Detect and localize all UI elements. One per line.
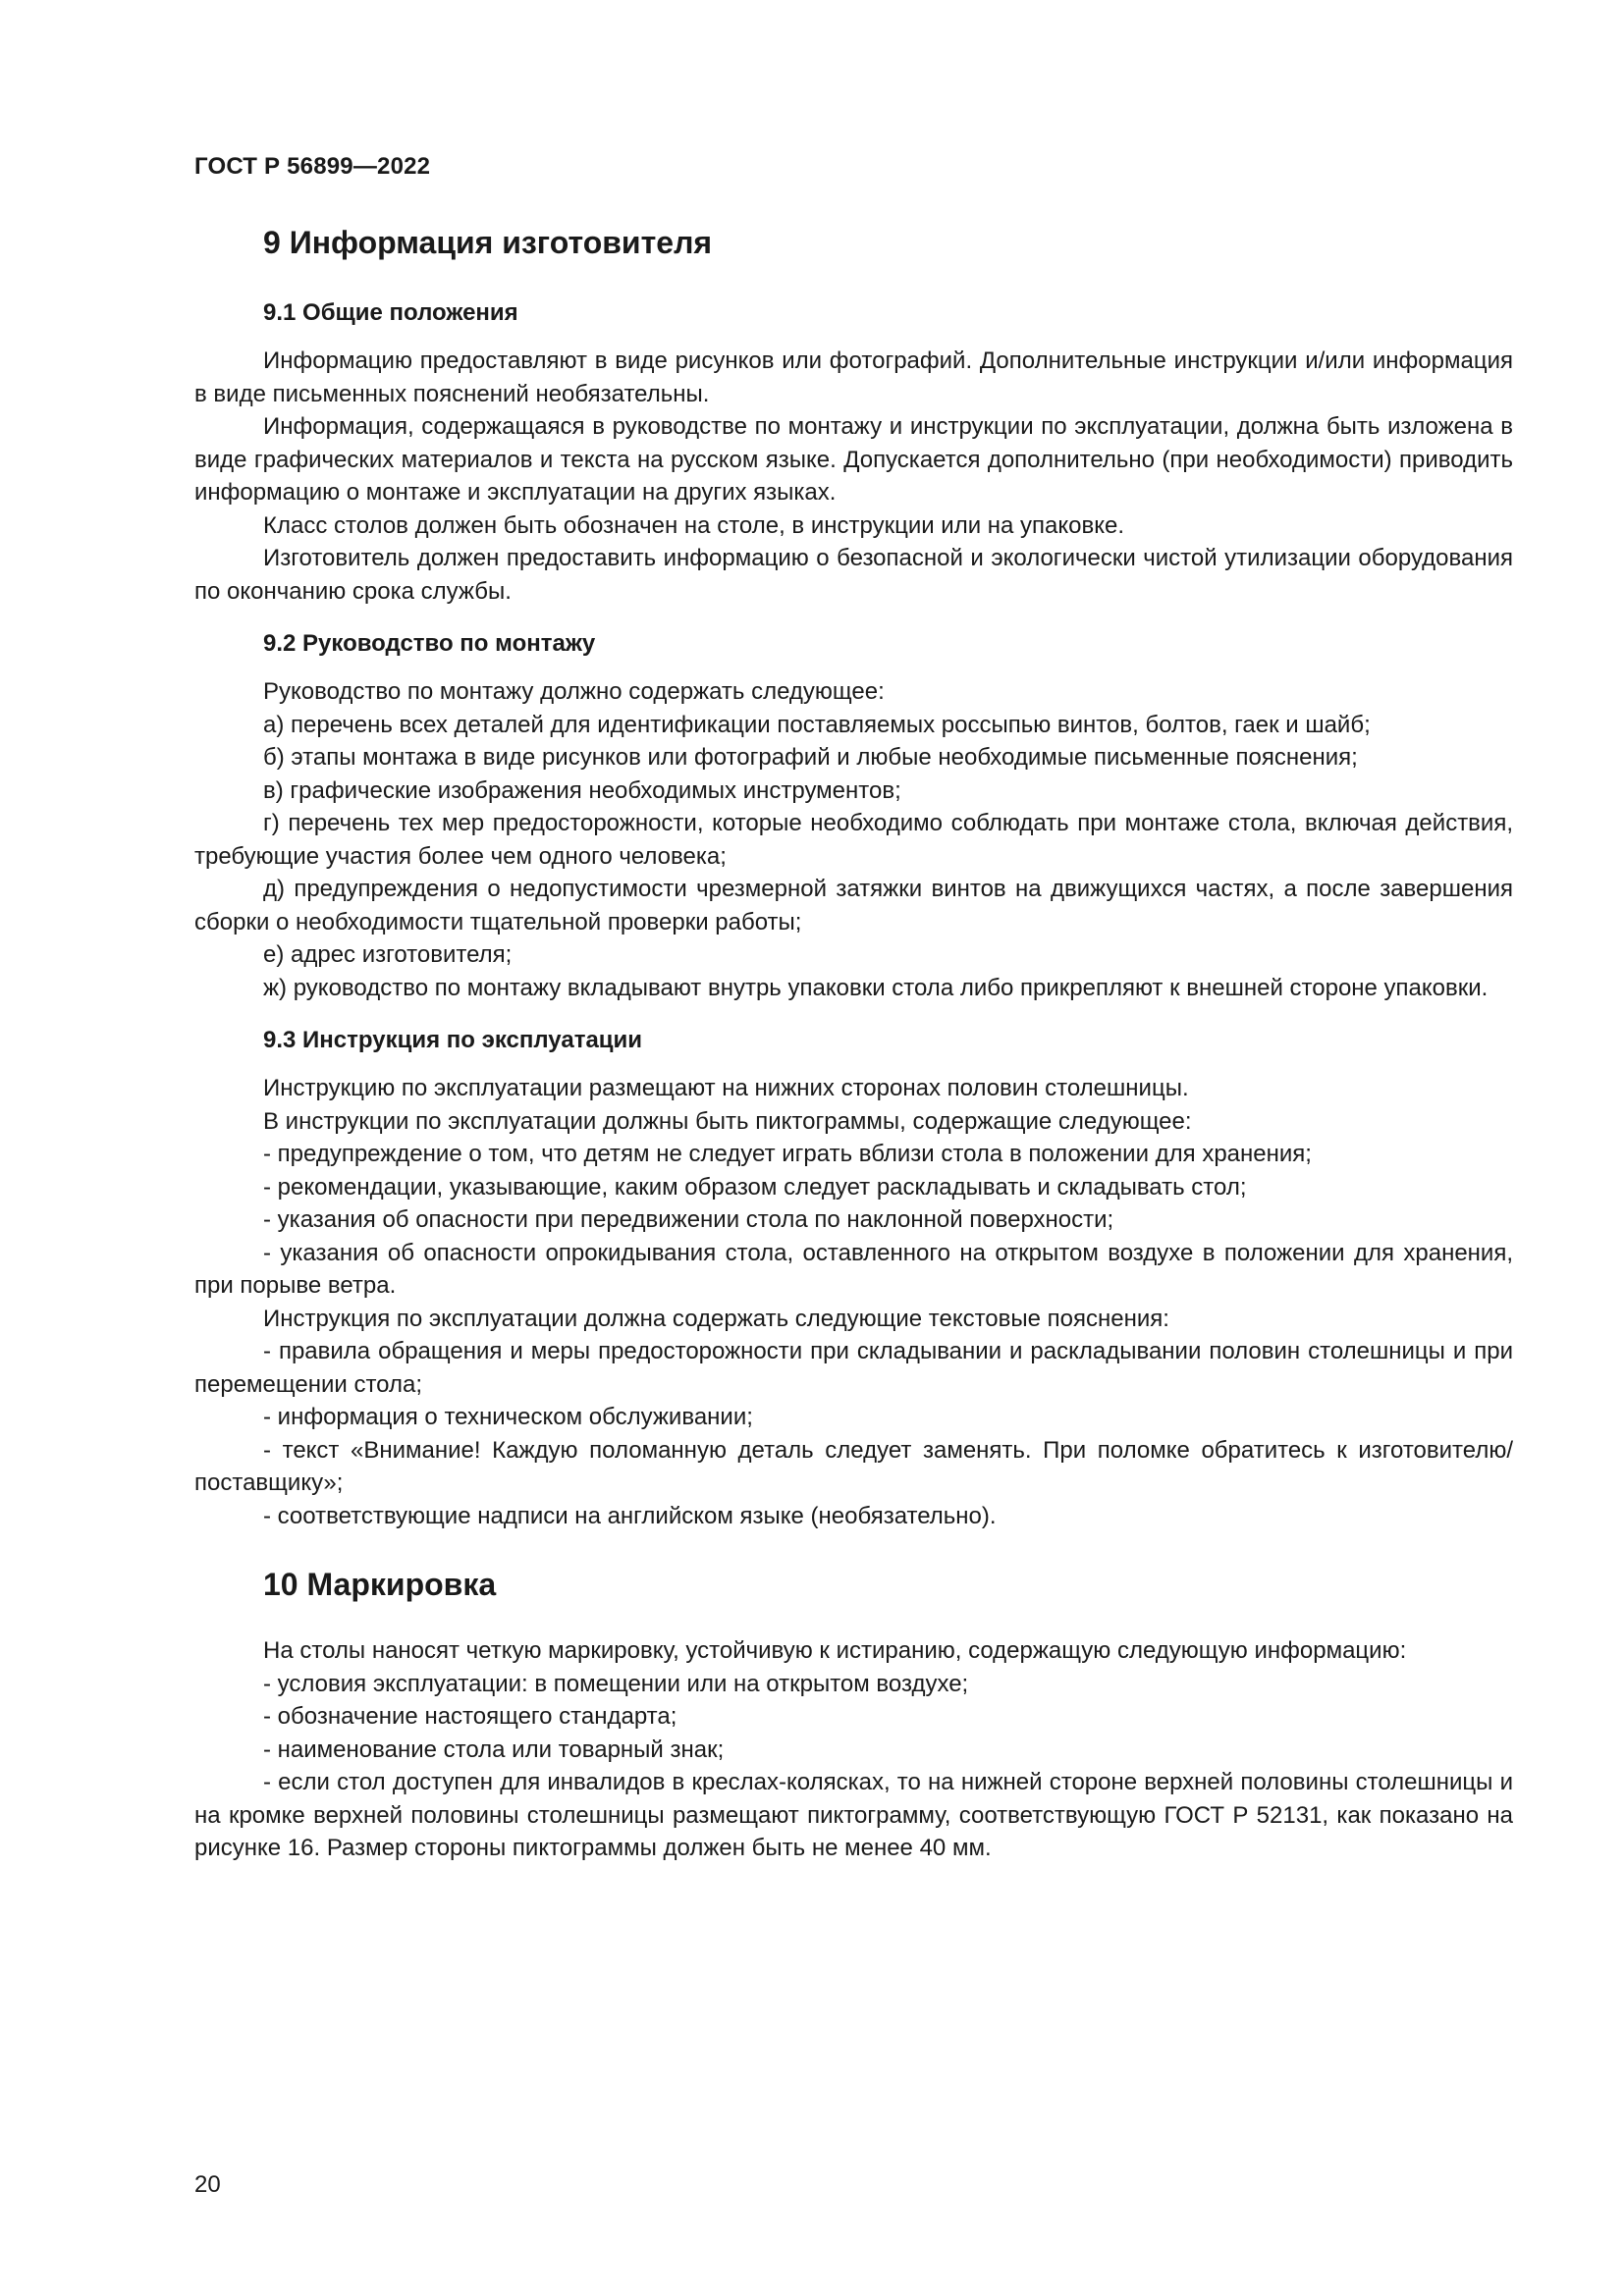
- list-item: а) перечень всех деталей для идентификации поставляемых россыпью винтов, болтов, гаек и шайб;: [263, 711, 1371, 738]
- list-item: - наименование стола или товарный знак;: [263, 1735, 725, 1763]
- paragraph: Информация, содержащаяся в руководстве по монтажу и инструкции по эксплуатации, должна быть изложена в виде графических материалов и текста на русском языке. Допускается дополнительно (при необходимости) приводить информацию о монтаже и эксплуатации на других языках.: [194, 413, 1513, 506]
- section-9-title: 9 Информация изготовителя: [263, 225, 713, 260]
- list-item: д) предупреждения о недопустимости чрезмерной затяжки винтов на движущихся частях, а после завершения сборки о необходимости тщательной проверки работы;: [194, 876, 1513, 935]
- section-10-body: [194, 1634, 1513, 1865]
- page-content: [194, 222, 1513, 1865]
- paragraph: Инструкцию по эксплуатации размещают на нижних сторонах половин столешницы.: [263, 1075, 1189, 1101]
- list-item: - правила обращения и меры предосторожности при складывании и раскладывании половин столешницы и при перемещении стола;: [194, 1338, 1513, 1398]
- list-item: - предупреждение о том, что детям не следует играть вблизи стола в положении для хранения;: [263, 1141, 1312, 1167]
- list-item: - обозначение настоящего стандарта;: [263, 1703, 677, 1730]
- list-item: ж) руководство по монтажу вкладывают внутрь упаковки стола либо прикрепляют к внешней стороне упаковки.: [263, 974, 1489, 1001]
- subsection-9-1-body: [194, 345, 1513, 608]
- subsection-9-2-body: [194, 675, 1513, 1004]
- list-item: - рекомендации, указывающие, каким образом следует раскладывать и складывать стол;: [263, 1173, 1247, 1201]
- list-item: в) графические изображения необходимых инструментов;: [263, 776, 901, 804]
- subsection-9-3-title: 9.3 Инструкция по эксплуатации: [263, 1027, 643, 1053]
- list-item: - если стол доступен для инвалидов в креслах-колясках, то на нижней стороне верхней половины столешницы и на кромке верхней половины столешницы размещают пиктограмму, соответствующую ГОСТ Р 52131, как показано на рисунке 16. Размер стороны пиктограммы должен быть не менее 40 мм.: [194, 1769, 1513, 1861]
- paragraph: Инструкция по эксплуатации должна содержать следующие текстовые пояснения:: [263, 1305, 1169, 1332]
- paragraph: Класс столов должен быть обозначен на столе, в инструкции или на упаковке.: [263, 511, 1125, 539]
- subsection-9-1-title: 9.1 Общие положения: [263, 299, 518, 326]
- list-item: г) перечень тех мер предосторожности, которые необходимо соблюдать при монтаже стола, включая действия, требующие участия более чем одного человека;: [194, 810, 1513, 870]
- list-item: - текст «Внимание! Каждую поломанную деталь следует заменять. При поломке обратитесь к изготовителю/поставщику»;: [194, 1436, 1513, 1496]
- paragraph: Изготовитель должен предоставить информацию о безопасной и экологически чистой утилизации оборудования по окончанию срока службы.: [194, 545, 1513, 605]
- list-item: - указания об опасности при передвижении стола по наклонной поверхности;: [263, 1206, 1114, 1233]
- list-item: - указания об опасности опрокидывания стола, оставленного на открытом воздухе в положении для хранения, при порыве ветра.: [194, 1239, 1513, 1299]
- paragraph: Информацию предоставляют в виде рисунков или фотографий. Дополнительные инструкции и/или информация в виде письменных пояснений необязательны.: [194, 347, 1513, 407]
- list-item: - условия эксплуатации: в помещении или на открытом воздухе;: [263, 1670, 969, 1697]
- paragraph: Руководство по монтажу должно содержать следующее:: [263, 678, 885, 705]
- list-item: - информация о техническом обслуживании;: [263, 1404, 753, 1430]
- document-code: ГОСТ Р 56899—2022: [194, 153, 431, 180]
- list-item: е) адрес изготовителя;: [263, 941, 513, 968]
- paragraph: В инструкции по эксплуатации должны быть пиктограммы, содержащие следующее:: [263, 1107, 1192, 1135]
- paragraph: На столы наносят четкую маркировку, устойчивую к истиранию, содержащую следующую информацию:: [263, 1637, 1407, 1664]
- section-10-title: 10 Маркировка: [263, 1567, 497, 1602]
- list-item: - соответствующие надписи на английском языке (необязательно).: [263, 1502, 997, 1529]
- subsection-9-2-title: 9.2 Руководство по монтажу: [263, 630, 596, 657]
- page-number: 20: [194, 2171, 221, 2198]
- list-item: б) этапы монтажа в виде рисунков или фотографий и любые необходимые письменные пояснения;: [263, 744, 1358, 771]
- subsection-9-3-body: [194, 1072, 1513, 1532]
